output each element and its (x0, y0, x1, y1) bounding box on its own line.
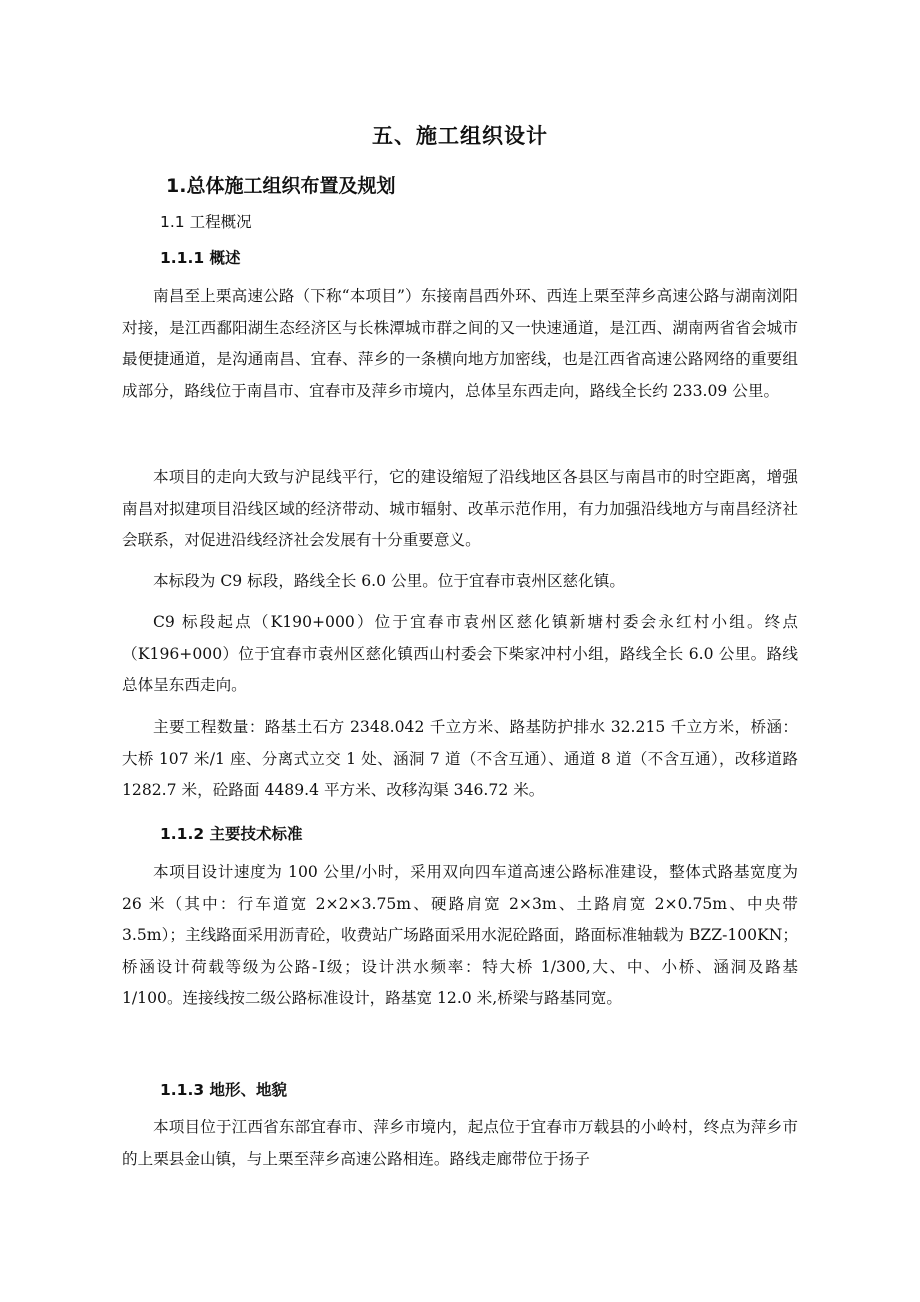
chapter-title: 五、施工组织设计 (372, 124, 548, 148)
section-heading-1-1-1: 1.1.1 概述 (160, 249, 241, 267)
paragraph-quantities: 主要工程数量：路基土石方 2348.042 千立方米、路基防护排水 32.215 千立方米，桥涵：大桥 107 米/1 座、分离式立交 1 处、涵洞 7 道（不含互通）、通道 8 道（不含互通），改移道路 1282.7 米，砼路面 4489.4 平方米、改移沟渠 346.72 米。 (122, 718, 798, 799)
section-heading-1-1-3: 1.1.3 地形、地貌 (160, 1081, 288, 1099)
paragraph-significance: 本项目的走向大致与沪昆线平行，它的建设缩短了沿线地区各县区与南昌市的时空距离，增强南昌对拟建项目沿线区域的经济带动、城市辐射、改革示范作用，有力加强沿线地方与南昌经济社会联系，对促进沿线经济社会发展有十分重要意义。 (122, 468, 798, 549)
paragraph-start-end: C9 标段起点（K190+000）位于宜春市袁州区慈化镇新塘村委会永红村小组。终点（K196+000）位于宜春市袁州区慈化镇西山村委会下柴家冲村小组，路线全长 6.0 公里。路线总体呈东西走向。 (122, 613, 798, 694)
section-heading-1-1-2: 1.1.2 主要技术标准 (160, 825, 303, 843)
section-heading-1: 1.总体施工组织布置及规划 (166, 175, 396, 197)
paragraph-terrain: 本项目位于江西省东部宜春市、萍乡市境内，起点位于宜春市万载县的小岭村，终点为萍乡市的上栗县金山镇，与上栗至萍乡高速公路相连。路线走廊带位于扬子 (122, 1118, 798, 1168)
paragraph-technical-standards: 本项目设计速度为 100 公里/小时，采用双向四车道高速公路标准建设，整体式路基宽度为 26 米（其中：行车道宽 2×2×3.75m、硬路肩宽 2×3m、土路肩宽 2×0.75m、中央带 3.5m）；主线路面采用沥青砼，收费站广场路面采用水泥砼路面，路面标准轴载为 BZZ-100KN；桥涵设计荷载等级为公路-Ⅰ级；设计洪水频率：特大桥 1/300,大、中、小桥、涵洞及路基 1/100。连接线按二级公路标准设计，路基宽 12.0 米,桥梁与路基同宽。 (122, 863, 798, 1007)
paragraph-overview: 南昌至上栗高速公路（下称“本项目”）东接南昌西外环、西连上栗至萍乡高速公路与湖南浏阳对接，是江西鄱阳湖生态经济区与长株潭城市群之间的又一快速通道，是江西、湖南两省省会城市最便捷通道，是沟通南昌、宜春、萍乡的一条横向地方加密线，也是江西省高速公路网络的重要组成部分，路线位于南昌市、宜春市及萍乡市境内，总体呈东西走向，路线全长约 233.09 公里。 (122, 287, 798, 400)
section-heading-1-1: 1.1 工程概况 (160, 213, 252, 231)
paragraph-section-c9: 本标段为 C9 标段，路线全长 6.0 公里。位于宜春市袁州区慈化镇。 (153, 572, 625, 590)
